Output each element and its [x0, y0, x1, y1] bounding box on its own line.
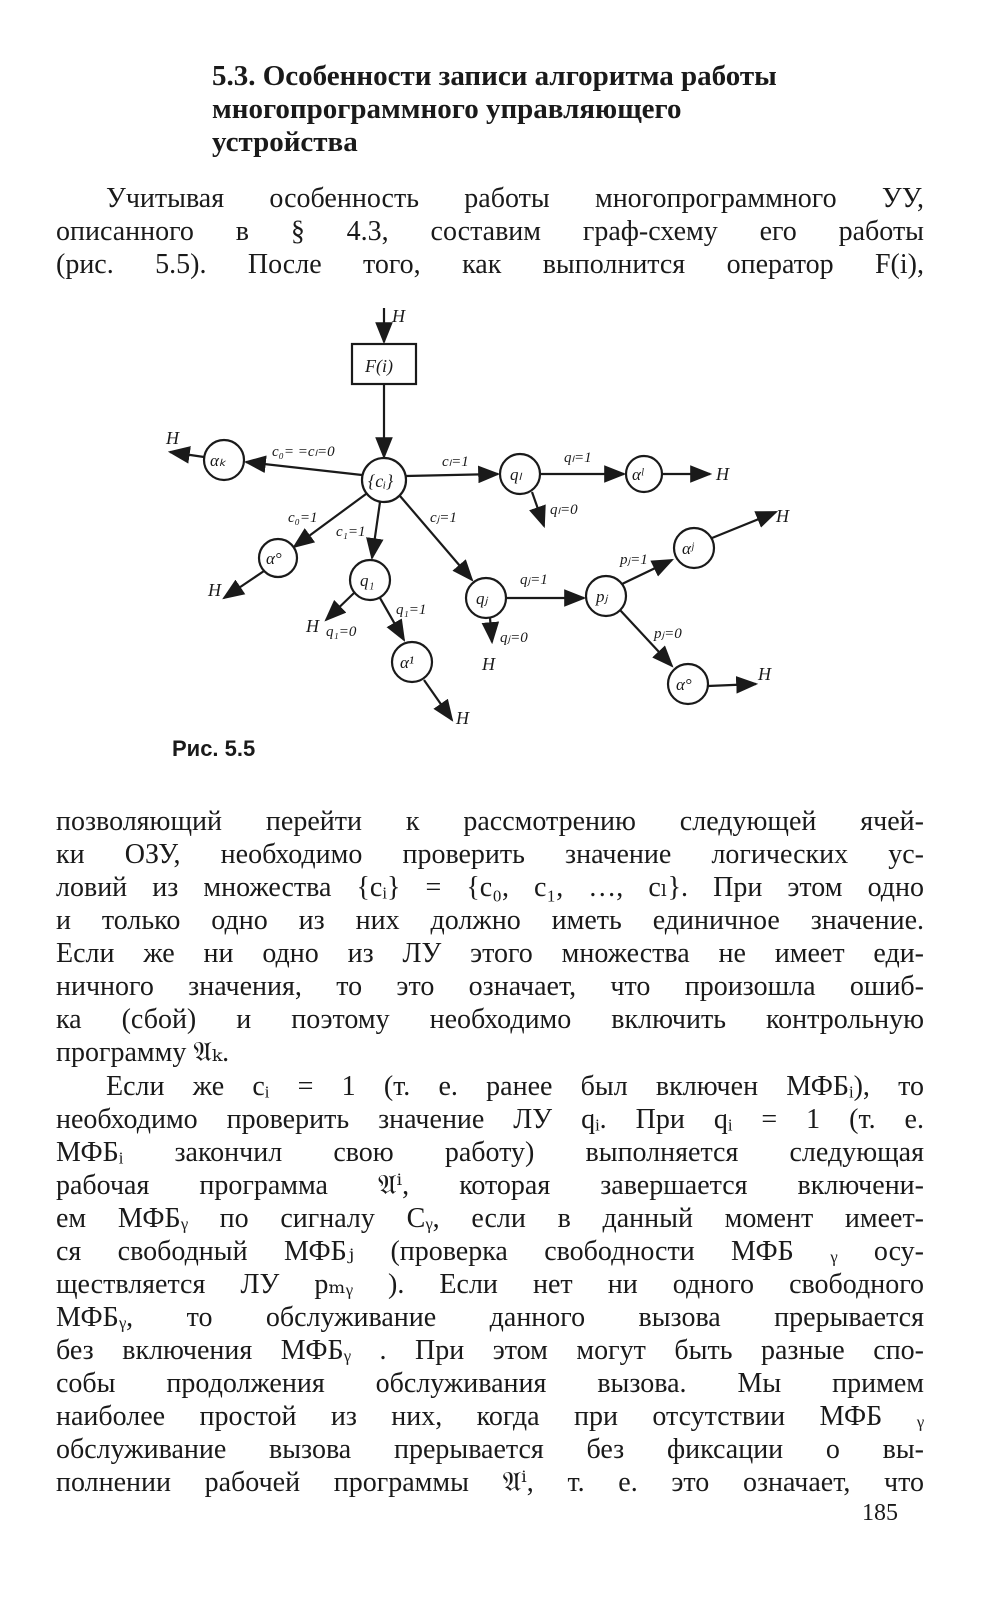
- label-ak: αₖ: [210, 451, 227, 470]
- paragraph-3: [56, 1070, 924, 1499]
- para3-line-5: ем МФБᵧ по сигналу Cᵧ, если в данный момент имеет-: [56, 1203, 924, 1234]
- label-q1-1: q₁=1: [396, 602, 427, 618]
- para3-line-2: необходимо проверить значение ЛУ qᵢ. При qᵢ = 1 (т. е.: [56, 1104, 924, 1135]
- heading-line-1: 5.3. Особенности записи алгоритма работы: [212, 60, 777, 92]
- para2-line-7: ка (сбой) и поэтому необходимо включить контрольную: [56, 1004, 924, 1035]
- para2-line-5: Если же ни одно из ЛУ этого множества не имеет еди-: [56, 938, 924, 969]
- para3-line-6: ся свободный МФБⱼ (проверка свободности МФБ ᵧ осу-: [56, 1236, 924, 1267]
- edge-center-q1: [372, 502, 380, 558]
- page-number: 185: [862, 1500, 898, 1526]
- paragraph-1: [56, 182, 924, 281]
- para3-line-3: МФБᵢ закончил свою работу) выполняется следующая: [56, 1137, 924, 1168]
- edge-center-qj: [400, 496, 472, 580]
- para3-line-7: ществляется ЛУ pₘᵧ ). Если нет ни одного свободного: [56, 1269, 924, 1300]
- label-top-h: H: [392, 306, 405, 326]
- para2-line-8: программу 𝔄ₖ.: [56, 1037, 230, 1068]
- label-h-a0b: H: [758, 664, 771, 684]
- para3-line-4: рабочая программа 𝔄ⁱ, которая завершается включени-: [56, 1170, 924, 1201]
- para1-line-3: (рис. 5.5). После того, как выполнится оператор F(i),: [56, 249, 924, 280]
- label-cj-1: cⱼ=1: [430, 510, 457, 526]
- label-h-q1: H: [306, 616, 319, 636]
- label-cl-1: cₗ=1: [442, 454, 469, 470]
- para3-line-1: Если же cᵢ = 1 (т. е. ранее был включен МФБᵢ), то: [106, 1071, 924, 1102]
- label-operator: F(i): [365, 356, 393, 376]
- label-ql-0: qₗ=0: [550, 502, 578, 518]
- label-pj-0: pⱼ=0: [654, 626, 682, 642]
- label-a0-top: α°: [266, 549, 282, 568]
- paragraph-2: [56, 805, 924, 1069]
- label-h-al: H: [716, 464, 729, 484]
- para2-line-4: и только одно из них должно иметь единичное значение.: [56, 905, 924, 936]
- label-h-a1: H: [456, 708, 469, 728]
- graph-scheme-figure: [160, 300, 820, 750]
- para3-line-9: без включения МФБᵧ . При этом могут быть разные спо-: [56, 1335, 924, 1366]
- label-h-a0: H: [208, 580, 221, 600]
- label-ql: qₗ: [510, 465, 522, 484]
- label-a1: α¹: [400, 653, 415, 672]
- edge-a1-h: [424, 680, 452, 720]
- para2-line-1: позволяющий перейти к рассмотрению следующей ячей-: [56, 806, 924, 837]
- para2-line-2: ки ОЗУ, необходимо проверить значение логических ус-: [56, 839, 924, 870]
- edge-center-ql: [406, 474, 498, 476]
- heading-line-3: устройства: [212, 126, 358, 158]
- para3-line-10: собы продолжения обслуживания вызова. Мы примем: [56, 1368, 924, 1399]
- para3-line-11: наиболее простой из них, когда при отсутствии МФБ ᵧ: [56, 1401, 924, 1432]
- label-qj-1: qⱼ=1: [520, 572, 548, 588]
- edge-aj-h: [712, 512, 776, 538]
- label-c1-1: c₁=1: [336, 524, 366, 540]
- para1-line-1: Учитывая особенность работы многопрограммного УУ,: [106, 183, 924, 214]
- label-al: αˡ: [632, 465, 644, 484]
- label-a0-bottom: α°: [676, 675, 692, 694]
- label-q1: q₁: [360, 571, 375, 590]
- label-h-qj: H: [482, 654, 495, 674]
- para3-line-13: полнении рабочей программы 𝔄ⁱ, т. е. это означает, что: [56, 1467, 924, 1498]
- figure-caption: Рис. 5.5: [172, 736, 256, 761]
- label-qj-0: qⱼ=0: [500, 630, 528, 646]
- label-c0-1: c₀=1: [288, 510, 318, 526]
- para3-line-8: МФБᵧ, то обслуживание данного вызова прерывается: [56, 1302, 924, 1333]
- label-aj: αʲ: [682, 539, 694, 558]
- label-qj: qⱼ: [476, 589, 488, 608]
- label-pj: pⱼ: [596, 587, 608, 606]
- edge-qj-h: [490, 618, 492, 642]
- node-aj: [674, 528, 714, 568]
- label-pj-1: pⱼ=1: [620, 552, 648, 568]
- label-h-ak: H: [166, 428, 179, 448]
- para2-line-3: ловий из множества {cᵢ} = {c₀, c₁, …, cₗ}. При этом одно: [56, 872, 924, 903]
- label-center: {cᵢ}: [368, 471, 394, 491]
- edge-q1-h: [326, 593, 354, 620]
- label-q1-0: q₁=0: [326, 624, 357, 640]
- edge-ak-h: [170, 452, 204, 457]
- label-ql-1: qₗ=1: [564, 450, 592, 466]
- heading-line-2: многопрограммного управляющего: [212, 93, 682, 125]
- para3-line-12: обслуживание вызова прерывается без фиксации о вы-: [56, 1434, 924, 1465]
- label-c0-eq: c₀= =cₗ=0: [272, 444, 335, 460]
- label-h-aj: H: [776, 506, 789, 526]
- edge-a0-h: [224, 571, 264, 598]
- section-heading: [212, 60, 912, 159]
- para1-line-2: описанного в § 4.3, составим граф-схему его работы: [56, 216, 924, 247]
- para2-line-6: ничного значения, то это означает, что произошла ошиб-: [56, 971, 924, 1002]
- edge-a0b-h: [708, 684, 756, 686]
- edge-center-ak: [246, 462, 362, 475]
- edge-ql-h: [532, 492, 544, 526]
